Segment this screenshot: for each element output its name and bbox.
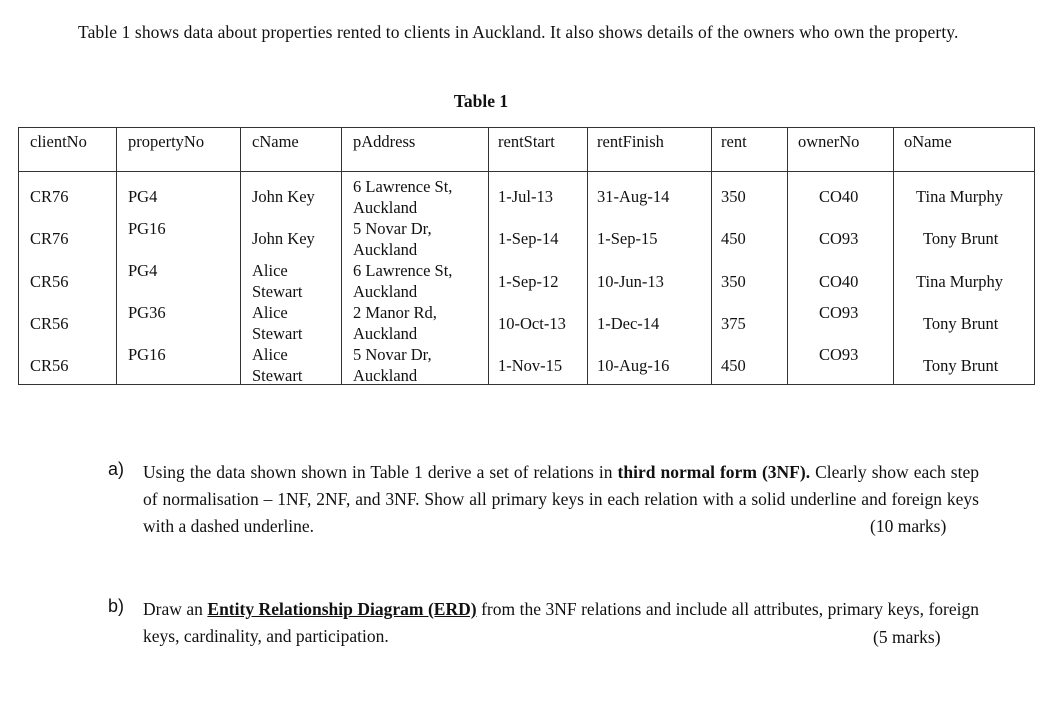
cell-pAddress-line2: Auckland [353,366,418,385]
cell-ownerNo: CO93 [819,303,859,322]
header-rent: rent [721,132,747,151]
column-divider [711,128,712,384]
cell-propertyNo: PG16 [128,219,166,238]
question-a-marks: (10 marks) [870,516,947,536]
cell-ownerNo: CO93 [819,229,859,248]
header-rentStart: rentStart [498,132,555,151]
cell-rentStart: 10-Oct-13 [498,314,566,333]
column-divider [116,128,117,384]
cell-rentFinish: 1-Dec-14 [597,314,660,333]
cell-clientNo: CR56 [30,356,69,375]
cell-rentStart: 1-Jul-13 [498,187,553,206]
question-b-text [143,596,979,650]
column-divider [488,128,489,384]
header-cName: cName [252,132,299,151]
column-divider [240,128,241,384]
column-divider [787,128,788,384]
question-b-label: b) [108,596,125,616]
column-divider [893,128,894,384]
cell-cName-line2: Stewart [252,366,303,385]
cell-rentFinish: 10-Jun-13 [597,272,664,291]
cell-cName-line1: Alice [252,303,288,322]
cell-clientNo: CR76 [30,229,69,248]
cell-rentStart: 1-Nov-15 [498,356,563,375]
cell-rentStart: 1-Sep-14 [498,229,559,248]
question-a-text-part2: Clearly show each step of normalisation – 1NF, 2NF, and 3NF. Show all primary keys in each relation with a solid underline and foreign keys with a dashed underline. [143,462,979,536]
question-a-label: a) [108,459,125,479]
header-ownerNo: ownerNo [798,132,860,151]
cell-pAddress-line1: 2 Manor Rd, [353,303,437,322]
cell-rentFinish: 10-Aug-16 [597,356,670,375]
question-a-bold-term: third normal form (3NF). [617,462,811,482]
cell-rent: 350 [721,272,746,291]
cell-cName-line1: Alice [252,345,288,364]
cell-cName-line2: Stewart [252,282,303,301]
cell-propertyNo: PG4 [128,261,158,280]
cell-rentFinish: 1-Sep-15 [597,229,658,248]
cell-clientNo: CR56 [30,314,69,333]
cell-pAddress-line2: Auckland [353,282,418,301]
question-b-marks: (5 marks) [873,627,941,647]
cell-propertyNo: PG16 [128,345,166,364]
question-b-text-part2: from the 3NF relations and include all attributes, primary keys, foreign keys, cardinality, and participation. [143,599,979,646]
question-b-text-part1: Draw an [143,599,208,619]
column-divider [587,128,588,384]
cell-oName: Tina Murphy [916,187,1003,206]
cell-propertyNo: PG4 [128,187,158,206]
cell-clientNo: CR76 [30,187,69,206]
intro-paragraph: Table 1 shows data about properties rented to clients in Auckland. It also shows details of the owners who own the property. [78,22,959,42]
data-table [18,127,1035,385]
cell-pAddress-line1: 6 Lawrence St, [353,261,453,280]
header-oName: oName [904,132,952,151]
cell-pAddress-line1: 5 Novar Dr, [353,219,432,238]
header-rentFinish: rentFinish [597,132,664,151]
cell-pAddress-line2: Auckland [353,198,418,217]
cell-ownerNo: CO40 [819,187,859,206]
cell-pAddress-line2: Auckland [353,324,418,343]
cell-oName: Tony Brunt [923,314,999,333]
cell-rent: 375 [721,314,746,333]
cell-cName: John Key [252,187,315,206]
column-divider [341,128,342,384]
cell-oName: Tony Brunt [923,356,999,375]
header-propertyNo: propertyNo [128,132,205,151]
cell-cName-line1: Alice [252,261,288,280]
cell-rentStart: 1-Sep-12 [498,272,559,291]
cell-rentFinish: 31-Aug-14 [597,187,670,206]
cell-rent: 350 [721,187,746,206]
cell-pAddress-line2: Auckland [353,240,418,259]
cell-propertyNo: PG36 [128,303,166,322]
cell-oName: Tony Brunt [923,229,999,248]
cell-rent: 450 [721,229,746,248]
cell-oName: Tina Murphy [916,272,1003,291]
table-caption: Table 1 [453,91,509,111]
cell-pAddress-line1: 6 Lawrence St, [353,177,453,196]
cell-clientNo: CR56 [30,272,69,291]
cell-ownerNo: CO40 [819,272,859,291]
cell-ownerNo: CO93 [819,345,859,364]
header-pAddress: pAddress [353,132,416,151]
question-a-text [143,459,979,540]
cell-cName-line2: Stewart [252,324,303,343]
cell-cName: John Key [252,229,315,248]
question-a-text-part1: Using the data shown shown in Table 1 derive a set of relations in [143,462,618,482]
question-b-bold-term: Entity Relationship Diagram (ERD) [207,599,477,619]
cell-pAddress-line1: 5 Novar Dr, [353,345,432,364]
header-clientNo: clientNo [30,132,87,151]
cell-rent: 450 [721,356,746,375]
